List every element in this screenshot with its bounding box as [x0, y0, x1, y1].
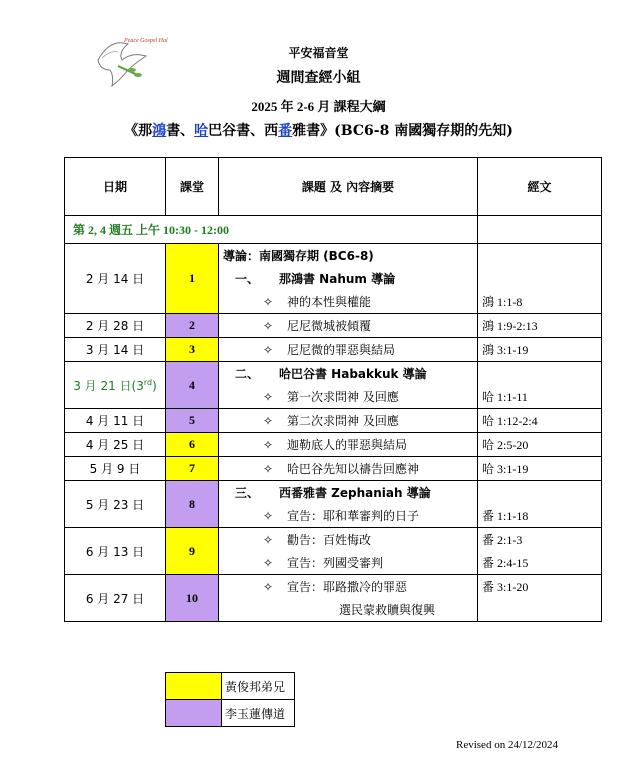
lesson-topics — [219, 362, 478, 409]
table-row — [65, 244, 602, 314]
table-row — [65, 362, 602, 409]
scripture-ref: 哈 1:12-2:4 — [482, 414, 538, 428]
topic-line: 一、 那鴻書 Nahum 導論 — [235, 272, 396, 286]
scripture-ref: 哈 3:1-19 — [482, 462, 529, 476]
col-topic: 課題 及 內容摘要 — [219, 158, 478, 216]
lesson-number: 4 — [166, 362, 219, 409]
revised-date: Revised on 24/12/2024 — [456, 739, 559, 751]
scripture-ref — [482, 362, 597, 385]
legend-label: 李玉蓮傳道 — [222, 700, 295, 727]
diamond-bullet-icon: ✧ — [262, 318, 274, 333]
lesson-date: 2 月 28 日 — [65, 314, 166, 338]
lesson-topics — [219, 575, 478, 622]
lesson-topics — [219, 338, 478, 362]
scripture-ref: 番 3:1-20 — [482, 580, 529, 594]
lesson-date: 2 月 14 日 — [65, 244, 166, 314]
legend-item — [166, 700, 295, 727]
diamond-bullet-icon: ✧ — [262, 413, 274, 428]
lesson-topics — [219, 457, 478, 481]
table-row — [65, 528, 602, 575]
col-lesson: 課堂 — [166, 158, 219, 216]
scripture-refs — [478, 433, 602, 457]
diamond-bullet-icon: ✧ — [262, 461, 274, 476]
lesson-number: 3 — [166, 338, 219, 362]
table-row — [65, 338, 602, 362]
diamond-bullet-icon: ✧ — [262, 342, 274, 357]
diamond-bullet-icon: ✧ — [262, 508, 274, 523]
lesson-date: 6 月 13 日 — [65, 528, 166, 575]
topic-line: 選民蒙救贖與復興 — [339, 603, 436, 617]
diamond-bullet-icon: ✧ — [262, 294, 274, 309]
table-row — [65, 409, 602, 433]
scripture-ref: 番 1:1-18 — [482, 509, 529, 523]
session-row — [65, 216, 602, 244]
lesson-date: 5 月 9 日 — [65, 457, 166, 481]
lesson-date: 3 月 14 日 — [65, 338, 166, 362]
topic-line: ✧ 迦勒底人的罪惡與結局 — [223, 433, 473, 456]
topic-line: ✧ 尼尼微的罪惡與結局 — [223, 338, 473, 361]
session-time: 第 2, 4 週五 上午 10:30 - 12:00 — [65, 216, 478, 244]
lesson-topics — [219, 244, 478, 314]
diamond-bullet-icon: ✧ — [262, 555, 274, 570]
scripture-refs — [478, 457, 602, 481]
diamond-bullet-icon: ✧ — [262, 437, 274, 452]
topic-line: ✧ 宣告：耶和華審判的日子 — [223, 504, 473, 527]
topic-line: ✧ 第一次求問神 及回應 — [223, 385, 473, 408]
scripture-refs — [478, 481, 602, 528]
lesson-topics — [219, 528, 478, 575]
scripture-refs — [478, 314, 602, 338]
session-empty — [478, 216, 602, 244]
lesson-number: 2 — [166, 314, 219, 338]
scripture-ref — [482, 267, 597, 290]
legend-item — [166, 673, 295, 700]
lesson-number: 5 — [166, 409, 219, 433]
topic-line: ✧ 宣告：列國受審判 — [223, 551, 473, 574]
lesson-date: 6 月 27 日 — [65, 575, 166, 622]
scripture-refs — [478, 409, 602, 433]
col-scripture: 經文 — [478, 158, 602, 216]
scripture-refs — [478, 338, 602, 362]
table-row — [65, 481, 602, 528]
scripture-ref: 哈 2:5-20 — [482, 438, 529, 452]
scripture-ref — [482, 598, 597, 621]
col-date: 日期 — [65, 158, 166, 216]
lesson-number: 8 — [166, 481, 219, 528]
lesson-number: 9 — [166, 528, 219, 575]
scripture-ref: 番 2:4-15 — [482, 556, 529, 570]
topic-line: ✧ 宣告：耶路撒冷的罪惡 — [223, 575, 473, 598]
legend-swatch — [166, 673, 222, 700]
topic-line: ✧ 尼尼微城被傾覆 — [223, 314, 473, 337]
topic-line: 三、 西番雅書 Zephaniah 導論 — [235, 486, 431, 500]
lesson-topics — [219, 314, 478, 338]
scripture-ref: 番 2:1-3 — [482, 533, 523, 547]
church-name: 平安福音堂 — [288, 46, 349, 60]
lesson-topics — [219, 409, 478, 433]
table-row — [65, 575, 602, 622]
topic-line: 二、 哈巴谷書 Habakkuk 導論 — [235, 367, 427, 381]
topic-line: ✧ 勸告：百姓悔改 — [223, 528, 473, 551]
lesson-topics — [219, 481, 478, 528]
lesson-number: 10 — [166, 575, 219, 622]
scripture-refs — [478, 362, 602, 409]
lesson-number: 1 — [166, 244, 219, 314]
table-row — [65, 314, 602, 338]
scripture-ref: 哈 1:1-11 — [482, 390, 528, 404]
lesson-date: 4 月 11 日 — [65, 409, 166, 433]
lesson-topics — [219, 433, 478, 457]
group-name: 週間查經小組 — [276, 70, 361, 86]
logo-text: Peace Gospel Hall — [124, 38, 168, 44]
schedule-table — [64, 157, 602, 622]
scripture-ref: 鴻 3:1-19 — [482, 343, 529, 357]
table-header-row — [65, 158, 602, 216]
legend — [165, 672, 295, 727]
lesson-number: 7 — [166, 457, 219, 481]
scripture-ref: 鴻 1:1-8 — [482, 295, 523, 309]
legend-swatch — [166, 700, 222, 727]
lesson-date: 3 月 21 日(3rd) — [65, 362, 166, 409]
legend-label: 黃俊邦弟兄 — [222, 673, 295, 700]
scripture-refs — [478, 244, 602, 314]
lesson-date: 4 月 25 日 — [65, 433, 166, 457]
scripture-refs — [478, 575, 602, 622]
lesson-date: 5 月 23 日 — [65, 481, 166, 528]
scripture-ref — [482, 244, 597, 267]
scripture-ref — [482, 481, 597, 504]
books-title: 《那鴻書、哈巴谷書、西番雅書》(BC6-8 南國獨存期的先知) — [124, 123, 513, 139]
diamond-bullet-icon: ✧ — [262, 579, 274, 594]
lesson-number: 6 — [166, 433, 219, 457]
diamond-bullet-icon: ✧ — [262, 389, 274, 404]
diamond-bullet-icon: ✧ — [262, 532, 274, 547]
topic-line: 導論：南國獨存期 (BC6-8) — [223, 249, 374, 263]
scripture-ref: 鴻 1:9-2:13 — [482, 319, 538, 333]
topic-line: ✧ 哈巴谷先知以禱告回應神 — [223, 457, 473, 480]
topic-line: ✧ 神的本性與權能 — [223, 290, 473, 313]
course-title: 2025 年 2-6 月 課程大綱 — [251, 99, 386, 114]
topic-line: ✧ 第二次求問神 及回應 — [223, 409, 473, 432]
scripture-refs — [478, 528, 602, 575]
table-row — [65, 433, 602, 457]
table-row — [65, 457, 602, 481]
